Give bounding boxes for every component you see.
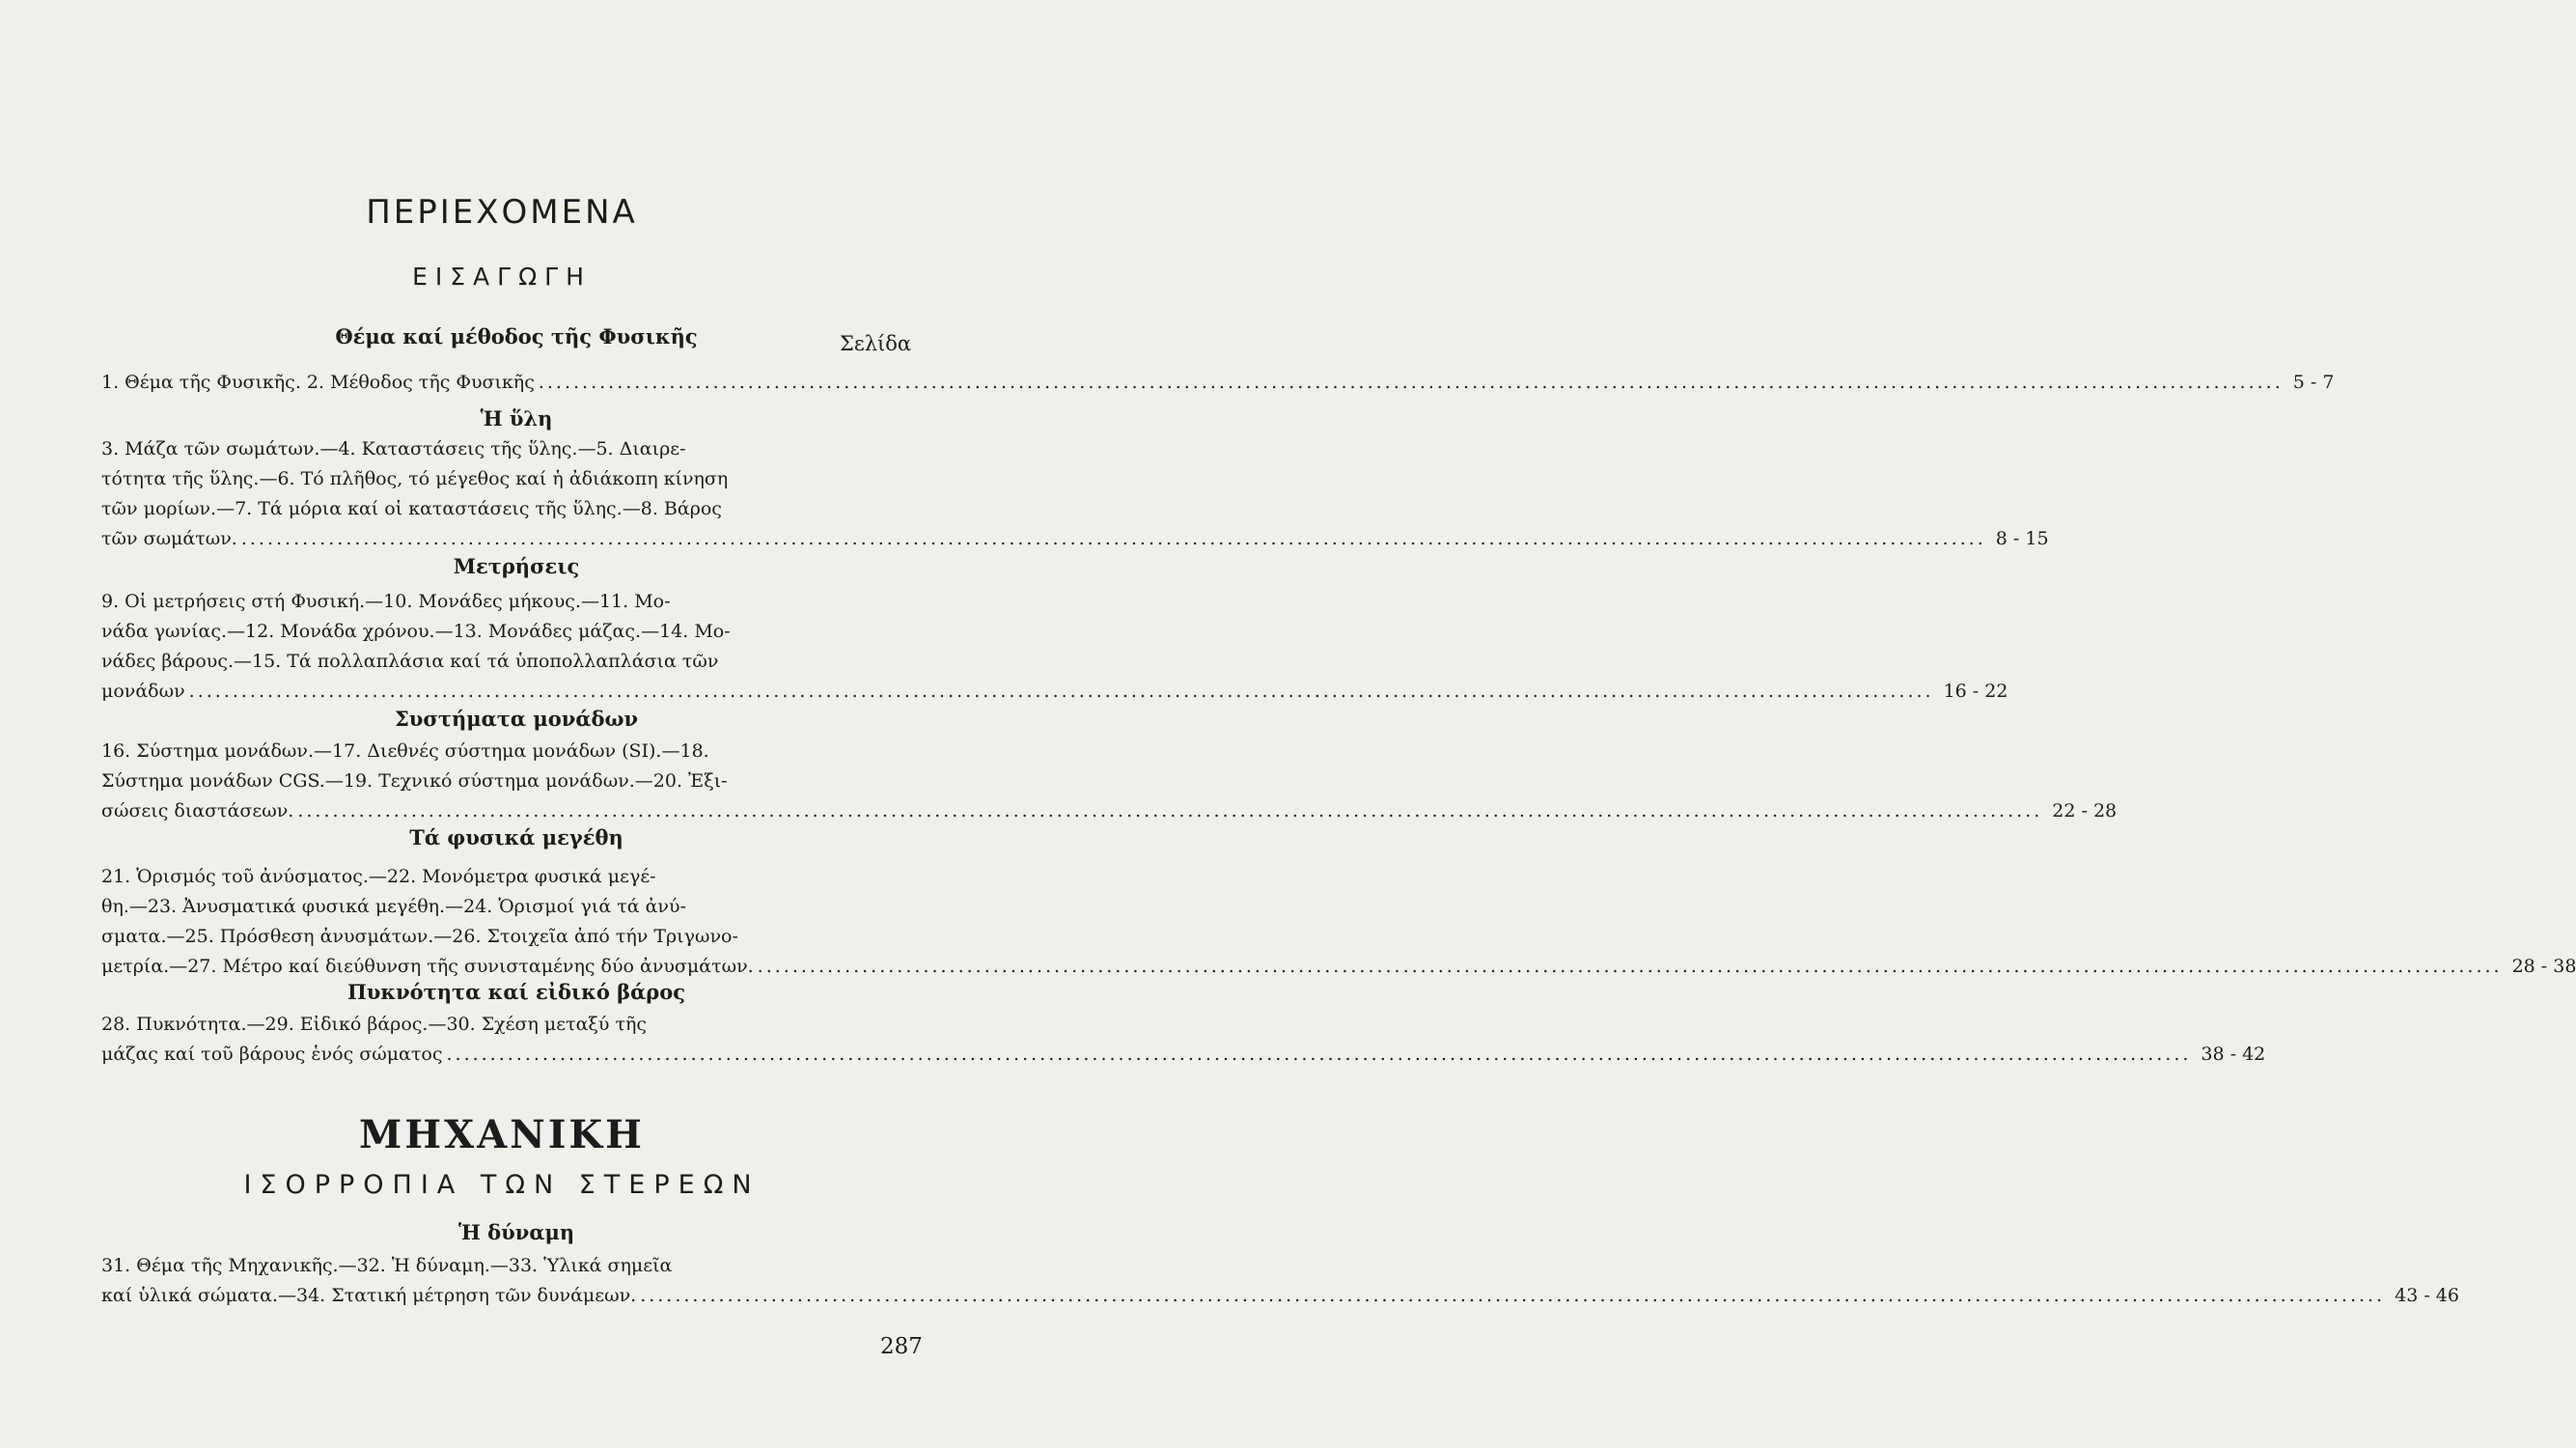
section-title: Θέμα καί μέθοδος τῆς Φυσικῆς (335, 324, 698, 348)
leader-dots: ........................................................................................................................................................................................................ (640, 1285, 2386, 1306)
bleed-through-text (116, 87, 946, 284)
introduction-heading: ΕΙΣΑΓΩΓΗ (412, 263, 592, 291)
entry-last-line: 1. Θέμα τῆς Φυσικῆς. 2. Μέθοδος τῆς Φυσικῆς (101, 372, 535, 393)
page-number: 287 (880, 1334, 923, 1359)
contents-title: ΠΕΡΙΕΧΟΜΕΝΑ (366, 193, 638, 232)
entry-line: 31. Θέμα τῆς Μηχανικῆς.—32. Ἡ δύναμη.—33. Ὑλικά σημεῖα (101, 1255, 673, 1276)
entry-line: τότητα τῆς ὕλης.—6. Τό πλῆθος, τό μέγεθος καί ἡ ἀδιάκοπη κίνηση (101, 468, 729, 489)
entry-last-line: μάζας καί τοῦ βάρους ἑνός σώματος (101, 1044, 443, 1065)
entry-last-line: μετρία.—27. Μέτρο καί διεύθυνση τῆς συνισταμένης δύο ἀνυσμάτων. (101, 956, 754, 977)
page-range: 28 - 38 (2511, 956, 2576, 977)
entry-line: νάδες βάρους.—15. Τά πολλαπλάσια καί τά ὑποπολλαπλάσια τῶν (101, 651, 719, 672)
page-range: 8 - 15 (1995, 528, 2049, 549)
section-title: Συστήματα μονάδων (394, 707, 639, 731)
entry-line: τῶν μορίων.—7. Τά μόρια καί οἱ καταστάσεις τῆς ὕλης.—8. Βάρος (101, 498, 722, 519)
entry-last-line: καί ὑλικά σώματα.—34. Στατική μέτρηση τῶν δυνάμεων. (101, 1285, 637, 1306)
entry-line: 3. Μάζα τῶν σωμάτων.—4. Καταστάσεις τῆς ὕλης.—5. Διαιρε- (101, 438, 686, 459)
toc-entry (101, 587, 2008, 707)
entry-line: σματα.—25. Πρόσθεση ἀνυσμάτων.—26. Στοιχεῖα ἀπό τήν Τριγωνο- (101, 926, 738, 947)
toc-entry (101, 737, 2118, 826)
page-range: 22 - 28 (2052, 800, 2118, 821)
section-title: Πυκνότητα καί εἰδικό βάρος (346, 980, 686, 1004)
entry-line: 28. Πυκνότητα.—29. Εἰδικό βάρος.—30. Σχέση μεταξύ τῆς (101, 1014, 647, 1035)
leader-dots: ........................................................................................................................................................................................................ (757, 956, 2503, 977)
entry-last-line: μονάδων (101, 681, 185, 702)
page-range: 38 - 42 (2201, 1044, 2266, 1065)
entry-line: 9. Οἱ μετρήσεις στή Φυσική.—10. Μονάδες μήκους.—11. Μο- (101, 591, 671, 612)
page-range: 5 - 7 (2292, 372, 2335, 393)
mechanics-heading: ΜΗΧΑΝΙΚΗ (359, 1112, 645, 1157)
toc-entry (101, 368, 2335, 398)
section-title: Τά φυσικά μεγέθη (409, 825, 623, 849)
section-title: Ἡ δύναμη (457, 1220, 575, 1244)
section-title: Ἡ ὕλη (480, 406, 553, 431)
page-range: 43 - 46 (2395, 1285, 2459, 1306)
entry-line: θη.—23. Ἀνυσματικά φυσικά μεγέθη.—24. Ὁρισμοί γιά τά ἀνύ- (101, 896, 686, 917)
leader-dots: ........................................................................................................................................................................................................ (538, 372, 2284, 393)
leader-dots: ........................................................................................................................................................................................................ (240, 528, 1986, 549)
entry-last-line: τῶν σωμάτων. (101, 528, 237, 549)
entry-line: 21. Ὁρισμός τοῦ ἀνύσματος.—22. Μονόμετρα φυσικά μεγέ- (101, 866, 656, 887)
leader-dots: ........................................................................................................................................................................................................ (297, 800, 2043, 821)
toc-entry (101, 1010, 2266, 1070)
entry-line: Σύστημα μονάδων CGS.—19. Τεχνικό σύστημα μονάδων.—20. Ἐξι- (101, 770, 728, 792)
page-range: 16 - 22 (1943, 681, 2008, 702)
toc-entry (101, 1251, 2459, 1311)
entry-line: νάδα γωνίας.—12. Μονάδα χρόνου.—13. Μονάδες μάζας.—14. Μο- (101, 621, 731, 642)
section-title: Μετρήσεις (453, 554, 580, 578)
toc-entry (101, 862, 2576, 982)
toc-entry (101, 434, 2049, 554)
page-column-label: Σελίδα (840, 332, 912, 355)
leader-dots: ........................................................................................................................................................................................................ (188, 681, 1934, 702)
entry-line: 16. Σύστημα μονάδων.—17. Διεθνές σύστημα μονάδων (SI).—18. (101, 740, 709, 762)
equilibrium-heading: ΙΣΟΡΡΟΠΙΑ ΤΩΝ ΣΤΕΡΕΩΝ (243, 1170, 761, 1200)
entry-last-line: σώσεις διαστάσεων. (101, 800, 294, 821)
leader-dots: ........................................................................................................................................................................................................ (446, 1044, 2192, 1065)
